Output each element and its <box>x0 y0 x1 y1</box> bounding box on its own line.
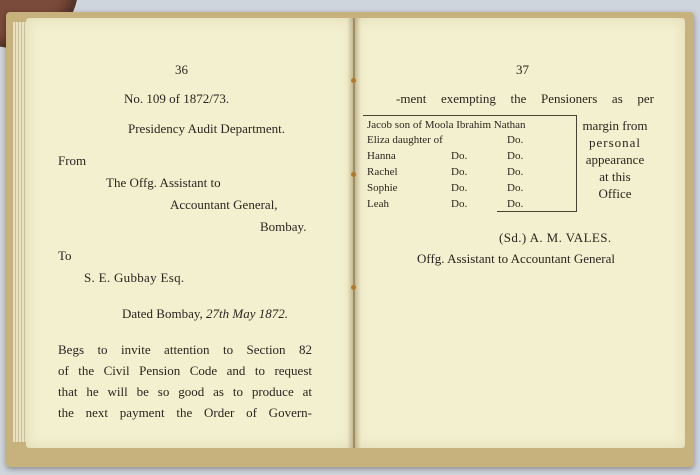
pensioner-col3-3: Do. <box>507 150 524 162</box>
right-page <box>355 18 685 448</box>
signature: (Sd.) A. M. VALES. <box>499 230 612 245</box>
pensioner-name-1: Jacob son of Moola Ibrahim Nathan <box>367 119 526 131</box>
binding-stitch-3 <box>351 285 356 290</box>
sender-line-3: Bombay. <box>260 219 307 234</box>
binding-stitch-2 <box>351 172 356 177</box>
table-top-rule <box>363 115 577 116</box>
page-number-right: 37 <box>516 62 529 77</box>
table-bottom-rule <box>497 211 577 212</box>
binding-stitch-1 <box>351 78 356 83</box>
pensioner-col2-6: Do. <box>451 198 468 210</box>
pensioner-name-2: Eliza daughter of <box>367 134 443 146</box>
reference-number: No. 109 of 1872/73. <box>124 91 230 106</box>
page-number-left: 36 <box>175 62 188 77</box>
date-prefix: Dated Bombay, <box>122 306 203 321</box>
pensioner-col2-4: Do. <box>451 166 468 178</box>
pensioner-col3-6: Do. <box>507 198 524 210</box>
margin-note-line-5: Office <box>598 186 632 201</box>
margin-note-line-4: at this <box>599 169 631 184</box>
date-line <box>122 306 288 322</box>
body-line-1: Begs to invite attention to Section 82 <box>58 342 312 357</box>
pensioner-col3-2: Do. <box>507 134 524 146</box>
pensioner-col3-5: Do. <box>507 182 524 194</box>
margin-note-line-1: margin from <box>582 118 648 133</box>
page-edges <box>13 22 27 442</box>
from-label: From <box>58 153 87 168</box>
body-line-2: of the Civil Pension Code and to request <box>58 363 312 378</box>
date-value: 27th May 1872. <box>206 306 288 321</box>
body-line-3: that he will be so good as to produce at <box>58 384 312 399</box>
left-page <box>26 18 353 448</box>
pensioner-col3-4: Do. <box>507 166 524 178</box>
pensioner-name-5: Sophie <box>367 182 398 194</box>
signatory-title: Offg. Assistant to Accountant General <box>417 251 615 266</box>
recipient-name: S. E. Gubbay Esq. <box>84 270 185 285</box>
table-bracket-rule <box>576 115 577 211</box>
sender-line-1: The Offg. Assistant to <box>106 175 221 190</box>
pensioner-col2-3: Do. <box>451 150 468 162</box>
pensioner-name-6: Leah <box>367 198 389 210</box>
to-label: To <box>58 248 72 263</box>
sender-line-2: Accountant General, <box>170 197 278 212</box>
margin-note-line-3: appearance <box>585 152 645 167</box>
pensioner-name-4: Rachel <box>367 166 398 178</box>
pensioner-col2-5: Do. <box>451 182 468 194</box>
department-name: Presidency Audit Department. <box>128 121 286 136</box>
body-line-4: the next payment the Order of Govern- <box>58 405 312 420</box>
margin-note-line-2: personal <box>588 135 642 150</box>
pensioner-name-3: Hanna <box>367 150 396 162</box>
continuation-line: -ment exempting the Pensioners as per <box>396 91 654 106</box>
